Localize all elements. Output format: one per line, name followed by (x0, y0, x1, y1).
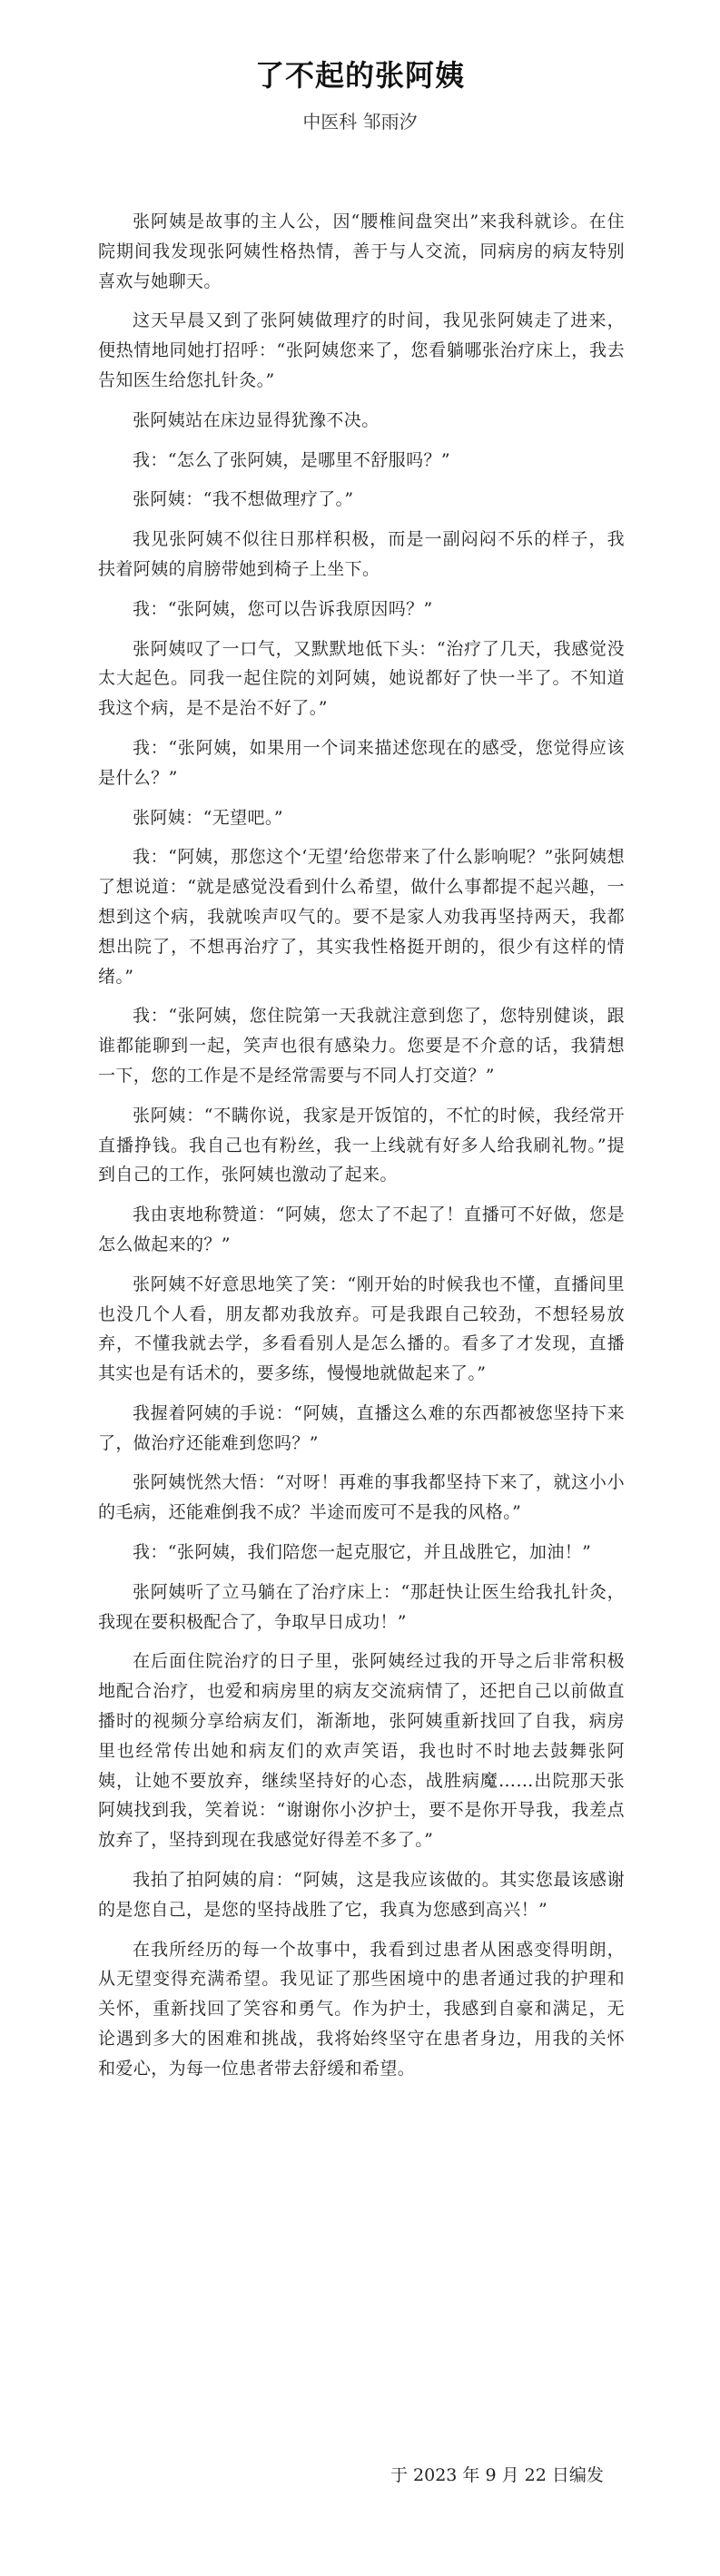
paragraph: 我：“阿姨，那您这个‘无望’给您带来了什么影响呢？”张阿姨想了想说道：“就是感觉没看到什么希望，做什么事都提不起兴趣，一想到这个病，我就唉声叹气的。要不是家人劝我再坚持两天，我都想出院了，不想再治疗了，其实我性格挺开朗的，很少有这样的情绪。” (98, 847, 625, 987)
publish-date: 于 2023 年 9 月 22 日编发 (390, 2465, 604, 2485)
paragraph: 张阿姨站在床边显得犹豫不决。 (133, 409, 380, 430)
paragraph: 张阿姨：“不瞒你说，我家是开饭馆的，不忙的时候，我经常开直播挣钱。我自己也有粉丝，我一上线就有好多人给我刷礼物。”提到自己的工作，张阿姨也激动了起来。 (98, 1105, 625, 1185)
paragraph: 张阿姨叹了一口气，又默默地低下头：“治疗了几天，我感觉没太大起色。同我一起住院的刘阿姨，她说都好了快一半了。不知道我这个病，是不是治不好了。” (98, 638, 625, 719)
paragraph: 在后面住院治疗的日子里，张阿姨经过我的开导之后非常积极地配合治疗，也爱和病房里的病友交流病情了，还把自己以前做直播时的视频分享给病友们，渐渐地，张阿姨重新找回了自我，病房里也经常传出她和病友们的欢声笑语，我也时不时地去鼓舞张阿姨，让她不要放弃，继续坚持好的心态，战胜病魔……出院那天张阿姨找到我，笑着说：“谢谢你小汐护士，要不是你开导我，我差点放弃了，坚持到现在我感觉好得差不多了。” (98, 1651, 625, 1851)
paragraph: 我握着阿姨的手说：“阿姨，直播这么难的东西都被您坚持下来了，做治疗还能难到您吗？” (98, 1402, 625, 1453)
paragraph: 我：“张阿姨，如果用一个词来描述您现在的感受，您觉得应该是什么？” (98, 737, 625, 788)
article-byline: 中医科 邹雨汐 (302, 111, 418, 133)
paragraph: 张阿姨不好意思地笑了笑：“刚开始的时候我也不懂，直播间里也没几个人看，朋友都劝我放弃。可是我跟自己较劲，不想轻易放弃，不懂我就去学，多看看别人是怎么播的。看多了才发现，直播其实也是有话术的，要多练，慢慢地就做起来了。” (98, 1273, 625, 1384)
paragraph: 张阿姨听了立马躺在了治疗床上：“那赶快让医生给我扎针灸，我现在要积极配合了，争取早日成功！” (98, 1581, 625, 1632)
paragraph: 我：“张阿姨，我们陪您一起克服它，并且战胜它，加油！” (133, 1542, 592, 1563)
paragraph: 张阿姨：“我不想做理疗了。” (133, 489, 354, 510)
paragraph: 我见张阿姨不似往日那样积极，而是一副闷闷不乐的样子，我扶着阿姨的肩膀带她到椅子上坐下。 (98, 529, 625, 579)
paragraph: 张阿姨恍然大悟：“对呀！再难的事我都坚持下来了，就这小小的毛病，还能难倒我不成？半途而废可不是我的风格。” (98, 1472, 625, 1523)
paragraph: 在我所经历的每一个故事中，我看到过患者从困惑变得明朗，从无望变得充满希望。我见证了那些困境中的患者通过我的护理和关怀，重新找回了笑容和勇气。作为护士，我感到自豪和满足，无论遇到多大的困难和挑战，我将始终坚守在患者身边，用我的关怀和爱心，为每一位患者带去舒缓和希望。 (98, 1939, 625, 2079)
paragraph: 张阿姨：“无望吧。” (133, 807, 283, 828)
paragraph: 我：“张阿姨，您住院第一天我就注意到您了，您特别健谈，跟谁都能聊到一起，笑声也很有感染力。您要是不介意的话，我猜想一下，您的工作是不是经常需要与不同人打交道？” (98, 1006, 625, 1086)
paragraph: 张阿姨是故事的主人公，因“腰椎间盘突出”来我科就诊。在住院期间我发现张阿姨性格热情，善于与人交流，同病房的病友特别喜欢与她聊天。 (98, 211, 625, 291)
paragraph: 我：“怎么了张阿姨，是哪里不舒服吗？” (133, 449, 451, 470)
paragraph: 我由衷地称赞道：“阿姨，您太了不起了！直播可不好做，您是怎么做起来的？” (98, 1204, 625, 1254)
paragraph: 我拍了拍阿姨的肩：“阿姨，这是我应该做的。其实您最该感谢的是您自己，是您的坚持战胜了它，我真为您感到高兴！” (98, 1870, 625, 1920)
paragraph: 我：“张阿姨，您可以告诉我原因吗？” (133, 598, 433, 619)
article-title: 了不起的张阿姨 (254, 58, 465, 93)
article-body (98, 207, 625, 2094)
paragraph: 这天早晨又到了张阿姨做理疗的时间，我见张阿姨走了进来，便热情地同她打招呼：“张阿姨您来了，您看躺哪张治疗床上，我去告知医生给您扎针灸。” (98, 310, 625, 390)
